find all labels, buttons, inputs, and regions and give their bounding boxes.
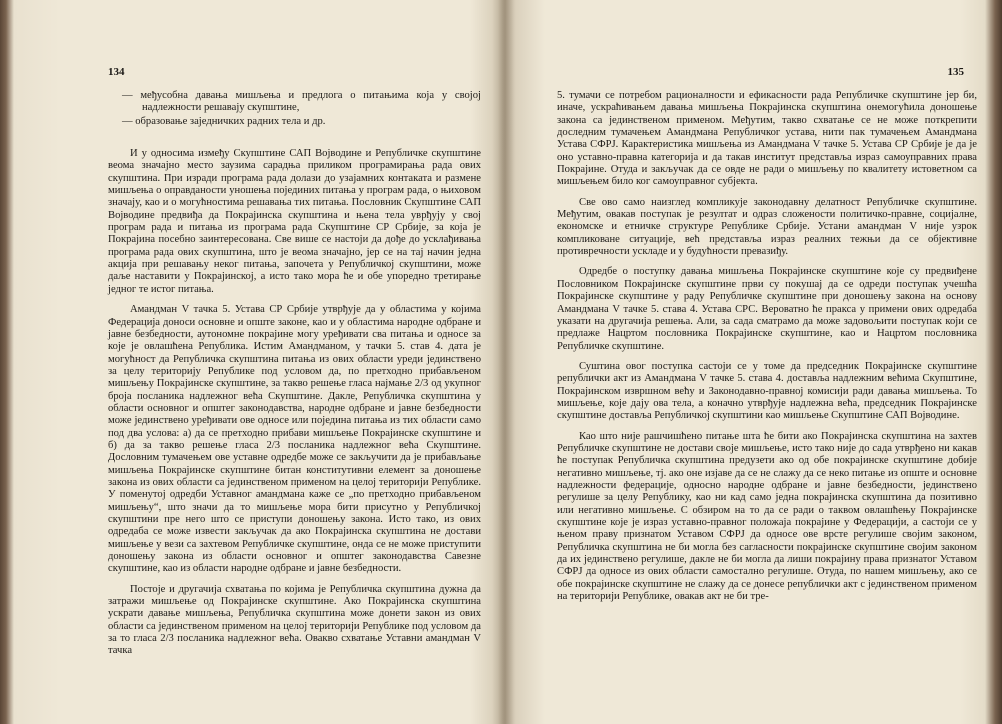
paragraph: Као што није рашчишћено питање шта ће бити ако Покрајинска скупштина на захтев Републичке скупштине не достави своје мишљење, исто тако није до сада утврђено ни какав ће поступак Републичка скупштина предузети ако од обе покрајинске скупштине добије негативно мишљење, тј. ако оне изјаве да се не слажу да се неко питање из опште и основне надлежности федерације, односно народне одбране и јавне безбедности, јединствено регулише за целу Републику, као ни кад само једна покрајинска скупштина да позитивно или негативно мишљење. С обзиром на то да се ради о таквом овлашћењу Покрајинске скупштине које је израз уставно-правног положаја покрајине у Федерацији, а састоји се у њеном праву признатом Уставом СФРЈ да односе ове врсте регулише својим законом, Републичка скупштина не би могла без сагласности покрајинске скупштине својим законом да их јединствено регулише, дакле не би могла да лиши покрајину права признатог Уставом СФРЈ да односе из ових области самостално регулише. Отуда, по нашем мишљењу, ако се обе покрајинске скупштине не слажу да се донесе републички акт с јединственом применом на територији Републике, овакав акт не би тре- [557,430,977,603]
paragraph: Амандман V тачка 5. Устава СР Србије утврђује да у областима у којима Федерација доноси основне и опште законе, као и у областима народне одбране и јавне безбедности, аутономне покрајине могу уређивати сва питања и односе за које је овлашћена Република. Истим Амандманом, у тачки 5. став 4. дата је могућност да Републичка скупштина питања из ових области уреди јединствено за целу територију Републике под условом да, по претходно прибављеном мишљењу Покрајинске скупштине, за такво решење гласа најмање 2/3 од укупног броја посланика надлежног већа Скупштине. Дакле, Републичка скупштина у области основног и општег законодавства, народне одбране и јавне безбедности може јединствено уређивати ове односе или поједина питања из тих области само под два услова: а) да се претходно прибави мишљење Покрајинске скупштине и б) да за такво решење гласа 2/3 посланика надлежног већа Скупштине. Дословним тумачењем ове уставне одредбе може се закључити да је прибављање мишљења Покрајинске скупштине битан конститутивни елемент за доношење закона из ових области са јединственом применом на целој територији Републике. У поменутој одредби Уставног амандмана каже се „по претходно прибављеном мишљењу“, што значи да то мишљење мора бити присутно у Републичкој скупштини пре него што се приступи доношењу закона. Исто тако, из ових одредаба се може извести закључак да ако Покрајинска скупштина не достави мишљење у вези са захтевом Републичке скупштине, онда се не може приступити доношењу закона из области основног и општег законодавства Савезне скупштине, као из области народне одбране и јавне безбедности. [108,304,481,575]
paragraph: Све ово само наизглед компликује законодавну делатност Републичке скупштине. Међутим, овакав поступак је резултат и одраз сложености политичко-правне, социјалне, економске и етничке структуре Републике Србије. Устани амандман V није узрок компликоване ситуације, већ представља израз реалних тежњи да се објективне противречности ускладе и у будућности превазиђу. [557,196,977,258]
left-page [18,0,503,724]
paragraph: Суштина овог поступка састоји се у томе да председник Покрајинске скупштине републички акт из Амандмана V тачке 5. става 4. доставља надлежним већима Скупштине, Покрајинском извршном већу и Законодавно-правној комисији ради давања мишљења. То мишљење, које дају ова тела, а коначно утврђује надлежна већа, председник Покрајинске скупштине доставља Републичкој скупштини као мишљење Скупштине САП Војводине. [557,360,977,422]
paragraph: 5. тумачи се потребом рационалности и ефикасности рада Републичке скупштине јер би, иначе, ускраћивањем давања мишљења Покрајинска скупштина онемогућила доношење закона са јединственом применом. Међутим, такво схватање се не може поткрепити доследним тумачењем Амандмана Републичког устава, нити пак тумачењем Амандмана Устава СФРЈ. Карактеристика мишљења из Амандмана V тачке 5. Устава СР Србије је да је оно уставно-правна категорија и да такав институт представља израз самоуправних права Покрајине. Отуда и закључак да се овде не ради о мишљењу по квалитету истоветном са мишљењем било ког самоуправног субјекта. [557,90,977,188]
page-number-right: 135 [947,66,964,78]
dash-item: — образовање заједничких радних тела и др. [122,115,326,127]
right-page-text [557,90,977,611]
dash-item: — међусобна давања мишљења и предлога о питањима која у својој надлежности решавају скупштине, [122,90,481,114]
right-page [512,0,988,724]
page-number-left: 134 [108,66,125,78]
paragraph: Постоје и другачија схватања по којима је Републичка скупштина дужна да затражи мишљење од Покрајинске скупштине. Ако Покрајинска скупштина ускрати давање мишљења, Републичка скупштина може донети закон из ових области са јединственом применом на целој територији Републике под условом да за то гласа 2/3 посланика надлежног већа. Овакво схватање Уставни амандман V тачка [108,583,481,657]
paragraph: Одредбе о поступку давања мишљења Покрајинске скупштине које су предвиђене Пословником Покрајинске скупштине први су покушај да се одреди поступак учешћа Покрајинске скупштине у раду Републичке скупштине при доношењу закона на основу Амандмана V тачке 5. става 4. Устава СРС. Вероватно ће пракса у примени ових одредаба указати на другачија решења. Али, за сада сматрамо да може задовољити поступак који се предлаже Нацртом пословника Покрајинске скупштине, као и Нацртом пословника Републичке скупштине. [557,266,977,352]
paragraph: И у односима између Скупштине САП Војводине и Републичке скупштине веома значајно место заузима сарадња приликом програмирања рада ових скупштина. При изради програма рада долази до узајамних контаката и размене мишљења о оправданости уношења појединих питања у програм рада, о њиховом значају, као и о могућностима решавања тих питања. Пословник Скупштине САП Војводине предвиђа да Покрајинска скупштина и њена тела уврђују у свој програм рада и питања из програма рада Скупштине СР Србије, за која је Покрајина посебно заинтересована. Све више се настоји да дође до усклађивања програма рада ових скупштина, што је веома значајно, јер се на тај начин једна акција при решавању неког питања, започета у Републичкој скупштини, може даље наставити у Покрајинској, а исто тако мора ће и обе упоредно третирање једног те истог питања. [108,148,481,295]
left-page-text [108,90,481,666]
